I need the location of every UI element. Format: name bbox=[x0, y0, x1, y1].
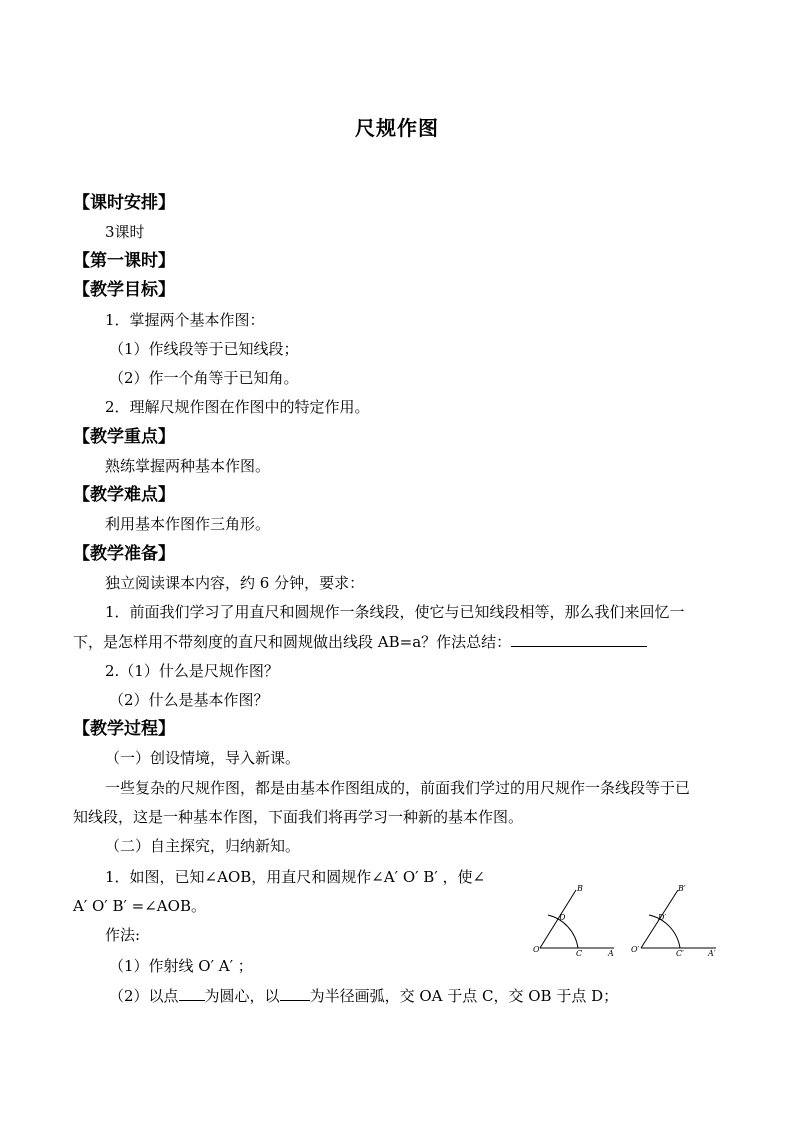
section-1-title: （一）创设情境，导入新课。 bbox=[105, 749, 301, 767]
exercise-1-line-2: A′ O′ B′ =∠AOB。 bbox=[73, 897, 206, 915]
radius-blank[interactable] bbox=[280, 986, 310, 1001]
prep-1-line-2 bbox=[73, 631, 647, 652]
section-1-line-2: 知线段，这是一种基本作图，下面我们将再学习一种新的基本作图。 bbox=[73, 808, 524, 826]
goal-1: 1．掌握两个基本作图： bbox=[105, 311, 265, 329]
center-blank[interactable] bbox=[179, 986, 205, 1001]
heading-schedule: 【课时安排】 bbox=[73, 193, 175, 213]
label-b-prime: B′ bbox=[678, 884, 686, 893]
page-title: 尺规作图 bbox=[355, 116, 439, 140]
heading-difficult-points: 【教学难点】 bbox=[73, 485, 175, 505]
label-d-prime: D′ bbox=[658, 913, 667, 922]
label-a-prime: A′ bbox=[708, 949, 716, 958]
key-points-text: 熟练掌握两种基本作图。 bbox=[105, 457, 271, 475]
answer-blank[interactable] bbox=[511, 632, 647, 647]
exercise-1-line-1: 1．如图，已知∠AOB，用直尺和圆规作∠A′ O′ B′ ，使∠ bbox=[105, 868, 486, 886]
label-c-prime: C′ bbox=[676, 949, 684, 958]
difficult-points-text: 利用基本作图作三角形。 bbox=[105, 515, 271, 533]
label-d: D bbox=[559, 913, 566, 922]
heading-goals: 【教学目标】 bbox=[73, 280, 175, 300]
heading-first-lesson: 【第一课时】 bbox=[73, 251, 175, 271]
heading-preparation: 【教学准备】 bbox=[73, 544, 175, 564]
label-b: B bbox=[577, 884, 583, 893]
prep-2b: （2）什么是基本作图？ bbox=[109, 691, 269, 709]
label-o: O bbox=[533, 945, 540, 954]
angle-construction-figure bbox=[528, 882, 728, 962]
step-1: （1）作射线 O′ A′ ； bbox=[109, 957, 253, 975]
prep-1-line-2-text: 下，是怎样用不带刻度的直尺和圆规做出线段 AB=a？作法总结： bbox=[73, 633, 512, 651]
schedule-value: 3课时 bbox=[105, 223, 145, 241]
figure-angle-aob-prime bbox=[641, 890, 716, 948]
goal-1a: （1）作线段等于已知线段； bbox=[109, 340, 299, 358]
section-1-line-1: 一些复杂的尺规作图，都是由基本作图组成的，前面我们学过的用尺规作一条线段等于已 bbox=[105, 779, 691, 797]
step-2-part-c: 为半径画弧，交 OA 于点 C，交 OB 于点 D； bbox=[309, 987, 619, 1005]
preparation-intro: 独立阅读课本内容，约 6 分钟，要求： bbox=[105, 574, 365, 592]
label-a: A bbox=[608, 949, 614, 958]
heading-key-points: 【教学重点】 bbox=[73, 427, 175, 447]
goal-2: 2．理解尺规作图在作图中的特定作用。 bbox=[105, 398, 370, 416]
heading-process: 【教学过程】 bbox=[73, 719, 175, 739]
section-2-title: （二）自主探究，归纳新知。 bbox=[105, 837, 301, 855]
label-o-prime: O′ bbox=[631, 945, 640, 954]
step-2 bbox=[109, 985, 618, 1006]
method-label: 作法: bbox=[105, 926, 141, 944]
label-c: C bbox=[576, 949, 583, 958]
prep-1-line-1: 1．前面我们学习了用直尺和圆规作一条线段，使它与已知线段相等，那么我们来回忆一 bbox=[105, 603, 685, 621]
prep-2a: 2.（1）什么是尺规作图？ bbox=[105, 662, 279, 680]
step-2-part-a: （2）以点 bbox=[109, 987, 179, 1005]
goal-1b: （2）作一个角等于已知角。 bbox=[109, 369, 299, 387]
step-2-part-b: 为圆心，以 bbox=[204, 987, 280, 1005]
figure-angle-aob bbox=[540, 890, 614, 948]
